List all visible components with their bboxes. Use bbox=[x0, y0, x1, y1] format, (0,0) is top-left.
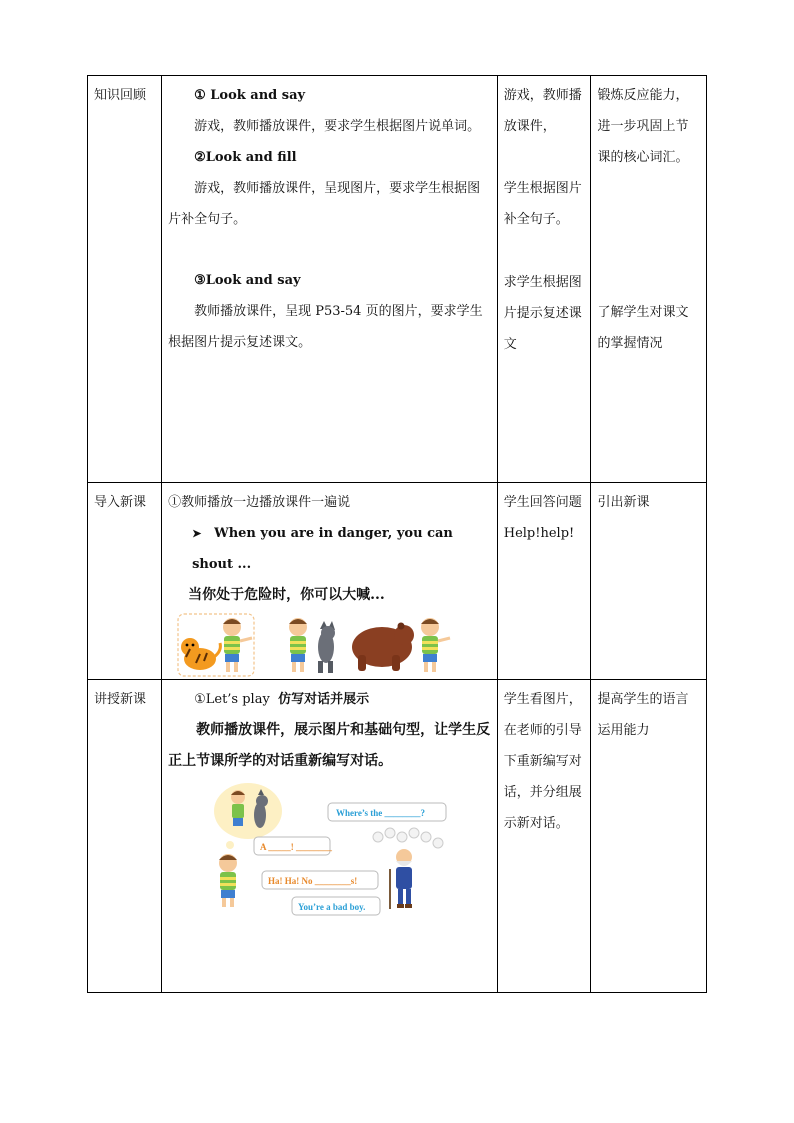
table-row bbox=[88, 76, 707, 483]
stage-cell bbox=[88, 76, 162, 483]
table-row bbox=[88, 680, 707, 993]
table-row bbox=[88, 483, 707, 680]
purpose-cell bbox=[591, 680, 707, 993]
activity-text: 教师播放课件，展示图片和基础句型，让学生反正上节课所学的对话重新编写对话。 bbox=[168, 722, 491, 769]
activity-text: 教师播放课件，呈现 P53-54 页的图片，要求学生根据图片提示复述课文。 bbox=[168, 304, 483, 350]
student-text: 游戏，教师播放课件， bbox=[503, 88, 582, 134]
activity-title: ②Look and fill bbox=[194, 150, 297, 165]
bear-icon bbox=[352, 623, 414, 672]
purpose-text: 引出新课 bbox=[597, 495, 650, 510]
activity-title bbox=[168, 684, 491, 715]
stage-cell bbox=[88, 483, 162, 680]
speech-bubble-text: A _____! ________ bbox=[260, 842, 333, 852]
student-text: 学生看图片，在老师的引导下重新编写对话，并分组展示新对话。 bbox=[503, 692, 582, 831]
stage-label: 讲授新课 bbox=[94, 692, 147, 707]
danger-illustration bbox=[168, 613, 458, 679]
arrow-bullet-icon: ➤ bbox=[192, 527, 202, 540]
activity-translation: 当你处于危险时，你可以大喊... bbox=[188, 587, 385, 603]
activity-text: 游戏，教师播放课件，要求学生根据图片说单词。 bbox=[194, 119, 481, 134]
wolf-icon bbox=[318, 621, 335, 673]
student-cell bbox=[497, 483, 591, 680]
lesson-plan-table bbox=[87, 75, 707, 993]
speech-bubble-text: Where’s the ________? bbox=[336, 808, 426, 818]
activity-text: 游戏，教师播放课件，呈现图片，要求学生根据图片补全句子。 bbox=[168, 181, 481, 227]
activity-title: ① Look and say bbox=[194, 88, 306, 103]
boy-icon bbox=[421, 618, 450, 672]
student-text: 学生回答问题 bbox=[503, 495, 582, 510]
purpose-text: 提高学生的语言运用能力 bbox=[597, 692, 689, 738]
student-cell bbox=[497, 76, 591, 483]
boy-icon bbox=[223, 618, 252, 672]
speech-bubble-text: Ha! Ha! No ________s! bbox=[268, 876, 358, 886]
tiger-icon bbox=[181, 638, 220, 670]
boy-icon bbox=[231, 790, 245, 826]
activity-bullet bbox=[168, 518, 491, 580]
student-cell bbox=[497, 680, 591, 993]
activity-text: When you are in danger, you can shout ... bbox=[192, 526, 453, 572]
student-text: Help!help! bbox=[503, 526, 575, 541]
student-text: 求学生根据图片提示复述课文 bbox=[503, 275, 582, 352]
sheep-icon bbox=[373, 828, 443, 848]
activity-cell bbox=[162, 76, 498, 483]
farmer-icon bbox=[390, 849, 412, 909]
purpose-text: 锻炼反应能力，进一步巩固上节课的核心词汇。 bbox=[597, 88, 689, 165]
dialogue-illustration bbox=[208, 779, 458, 919]
activity-title-a: ①Let’s play bbox=[194, 692, 270, 707]
activity-title: ③Look and say bbox=[194, 273, 301, 288]
stage-label: 导入新课 bbox=[94, 495, 147, 510]
speech-bubble-text: You’re a bad boy. bbox=[298, 902, 366, 912]
purpose-cell bbox=[591, 483, 707, 680]
activity-text: ①教师播放一边播放课件一遍说 bbox=[168, 495, 351, 510]
stage-cell bbox=[88, 680, 162, 993]
activity-title-b: 仿写对话并展示 bbox=[278, 692, 370, 707]
purpose-text: 了解学生对课文的掌握情况 bbox=[597, 305, 689, 351]
boy-icon bbox=[289, 618, 307, 672]
purpose-cell bbox=[591, 76, 707, 483]
boy-icon bbox=[219, 854, 237, 907]
activity-cell bbox=[162, 483, 498, 680]
stage-label: 知识回顾 bbox=[94, 88, 147, 103]
activity-cell bbox=[162, 680, 498, 993]
student-text: 学生根据图片补全句子。 bbox=[503, 181, 582, 227]
